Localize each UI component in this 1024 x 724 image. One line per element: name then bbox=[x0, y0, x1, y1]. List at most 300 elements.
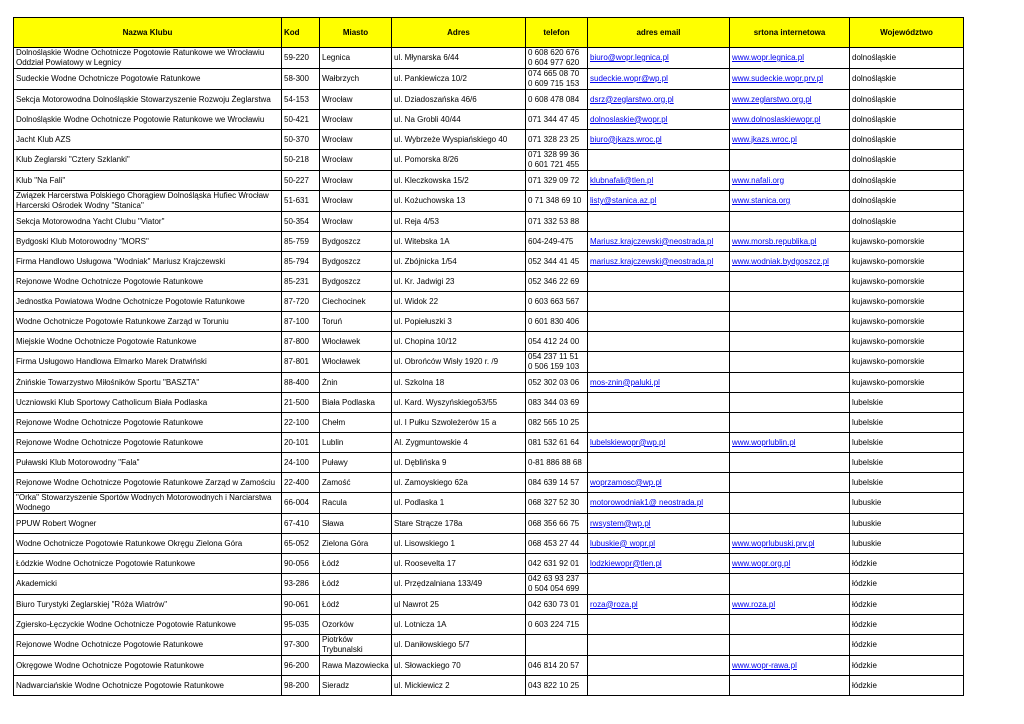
postal-code-cell: 90-061 bbox=[282, 595, 320, 615]
website-link[interactable]: www.sudeckie.wopr.prv.pl bbox=[732, 74, 823, 83]
website-link[interactable]: www.stanica.org bbox=[732, 196, 791, 205]
club-name-cell: Wodne Ochotnicze Pogotowie Ratunkowe Okręgu Zielona Góra bbox=[14, 534, 282, 554]
header-wojewodztwo: Województwo bbox=[850, 18, 964, 48]
email-cell bbox=[588, 433, 730, 453]
club-name-cell: Wodne Ochotnicze Pogotowie Ratunkowe Zarząd w Toruniu bbox=[14, 312, 282, 332]
website-cell bbox=[730, 676, 850, 696]
phone-cell bbox=[526, 595, 588, 615]
email-link[interactable]: woprzamosc@wp.pl bbox=[590, 477, 662, 487]
address-cell: Al. Zygmuntowskie 4 bbox=[392, 433, 526, 453]
table-row bbox=[14, 676, 964, 696]
city-cell: Łódź bbox=[320, 554, 392, 574]
website-cell bbox=[730, 272, 850, 292]
city-cell: Żnin bbox=[320, 373, 392, 393]
address-cell: ul. Zamoyskiego 62a bbox=[392, 473, 526, 493]
region-cell: kujawsko-pomorskie bbox=[850, 332, 964, 352]
website-cell bbox=[730, 191, 850, 212]
phone-text: 052 346 22 69 bbox=[528, 276, 580, 286]
postal-code-cell: 98-200 bbox=[282, 676, 320, 696]
header-telefon: telefon bbox=[526, 18, 588, 48]
website-link[interactable]: www.wopr.org.pl bbox=[732, 558, 791, 568]
club-name-cell: Klub Żeglarski "Cztery Szklanki" bbox=[14, 150, 282, 171]
address-cell: ul. Widok 22 bbox=[392, 292, 526, 312]
address-cell: ul. Słowackiego 70 bbox=[392, 656, 526, 676]
table-row bbox=[14, 473, 964, 493]
email-cell bbox=[588, 232, 730, 252]
website-cell bbox=[730, 69, 850, 90]
region-cell: kujawsko-pomorskie bbox=[850, 272, 964, 292]
website-cell bbox=[730, 150, 850, 171]
email-cell bbox=[588, 635, 730, 656]
address-cell: ul. Obrońców Wisły 1920 r. /9 bbox=[392, 352, 526, 373]
club-name-cell: Puławski Klub Motorowodny "Fala" bbox=[14, 453, 282, 473]
phone-cell bbox=[526, 110, 588, 130]
table-row bbox=[14, 252, 964, 272]
email-cell bbox=[588, 413, 730, 433]
club-name-cell: Związek Harcerstwa Polskiego Chorągiew Dolnośląska Hufiec Wrocław Harcerski Ośrodek Wodny "Stanica" bbox=[14, 191, 282, 212]
postal-code-cell: 20-101 bbox=[282, 433, 320, 453]
phone-cell bbox=[526, 252, 588, 272]
website-cell bbox=[730, 332, 850, 352]
phone-text: 054 412 24 00 bbox=[528, 336, 580, 346]
header-adres-email: adres email bbox=[588, 18, 730, 48]
address-cell: ul. Na Grobli 40/44 bbox=[392, 110, 526, 130]
club-name-cell: Biuro Turystyki Żeglarskiej "Róża Wiatrów" bbox=[14, 595, 282, 615]
region-cell: lubelskie bbox=[850, 473, 964, 493]
postal-code-cell: 65-052 bbox=[282, 534, 320, 554]
club-name-cell: Jednostka Powiatowa Wodne Ochotnicze Pogotowie Ratunkowe bbox=[14, 292, 282, 312]
table-row bbox=[14, 554, 964, 574]
phone-cell bbox=[526, 150, 588, 171]
table-row bbox=[14, 171, 964, 191]
region-cell: dolnośląskie bbox=[850, 212, 964, 232]
city-cell: Włocławek bbox=[320, 352, 392, 373]
email-cell bbox=[588, 554, 730, 574]
phone-cell bbox=[526, 90, 588, 110]
phone-cell bbox=[526, 534, 588, 554]
city-cell: Puławy bbox=[320, 453, 392, 473]
postal-code-cell: 54-153 bbox=[282, 90, 320, 110]
phone-text: 0 608 620 676 0 604 977 620 bbox=[528, 48, 580, 67]
website-link[interactable]: www.wopr-rawa.pl bbox=[732, 660, 797, 670]
region-cell: łódzkie bbox=[850, 574, 964, 595]
email-cell bbox=[588, 393, 730, 413]
email-cell bbox=[588, 574, 730, 595]
club-name-cell: Jacht Klub AZS bbox=[14, 130, 282, 150]
table-row bbox=[14, 69, 964, 90]
address-cell: ul. Przędzalniana 133/49 bbox=[392, 574, 526, 595]
table-row bbox=[14, 433, 964, 453]
club-name-cell: Rejonowe Wodne Ochotnicze Pogotowie Ratunkowe bbox=[14, 272, 282, 292]
region-cell: kujawsko-pomorskie bbox=[850, 352, 964, 373]
email-link[interactable]: motorowodniak1@ neostrada.pl bbox=[590, 498, 704, 507]
table-row bbox=[14, 656, 964, 676]
table-row bbox=[14, 393, 964, 413]
website-cell bbox=[730, 514, 850, 534]
address-cell: ul. Młynarska 6/44 bbox=[392, 48, 526, 69]
city-cell: Rawa Mazowiecka bbox=[320, 656, 392, 676]
website-cell bbox=[730, 312, 850, 332]
address-cell: ul. Pomorska 8/26 bbox=[392, 150, 526, 171]
postal-code-cell: 85-794 bbox=[282, 252, 320, 272]
address-cell: ul. Dęblińska 9 bbox=[392, 453, 526, 473]
email-link[interactable]: dolnoslaskie@wopr.pl bbox=[590, 114, 668, 124]
city-cell: Wrocław bbox=[320, 191, 392, 212]
address-cell: ul. Dziadoszańska 46/6 bbox=[392, 90, 526, 110]
table-row bbox=[14, 595, 964, 615]
phone-text: 042 630 73 01 bbox=[528, 599, 580, 609]
phone-cell bbox=[526, 272, 588, 292]
postal-code-cell: 51-631 bbox=[282, 191, 320, 212]
phone-text: 071 328 99 36 0 601 721 455 bbox=[528, 150, 580, 169]
table-row bbox=[14, 232, 964, 252]
email-cell bbox=[588, 453, 730, 473]
region-cell: lubuskie bbox=[850, 493, 964, 514]
website-link[interactable]: www.morsb.republika.pl bbox=[732, 236, 817, 246]
website-cell bbox=[730, 252, 850, 272]
phone-cell bbox=[526, 332, 588, 352]
club-name-cell: Żnińskie Towarzystwo Miłośników Sportu "BASZTA" bbox=[14, 373, 282, 393]
website-cell bbox=[730, 473, 850, 493]
city-cell: Bydgoszcz bbox=[320, 252, 392, 272]
club-name-cell: Uczniowski Klub Sportowy Catholicum Biała Podlaska bbox=[14, 393, 282, 413]
postal-code-cell: 50-421 bbox=[282, 110, 320, 130]
region-cell: kujawsko-pomorskie bbox=[850, 252, 964, 272]
phone-cell bbox=[526, 130, 588, 150]
email-link[interactable]: lodzkiewopr@tlen.pl bbox=[590, 558, 662, 568]
email-link[interactable]: listy@stanica.az.pl bbox=[590, 196, 657, 205]
postal-code-cell: 22-400 bbox=[282, 473, 320, 493]
phone-text: 052 344 41 45 bbox=[528, 256, 580, 266]
email-link[interactable]: rwsystem@wp.pl bbox=[590, 518, 651, 528]
email-link[interactable]: Mariusz.krajczewski@neostrada.pl bbox=[590, 236, 714, 246]
email-link[interactable]: biuro@jkazs.wroc.pl bbox=[590, 134, 662, 144]
address-cell: ul. Podlaska 1 bbox=[392, 493, 526, 514]
region-cell: kujawsko-pomorskie bbox=[850, 373, 964, 393]
table-row bbox=[14, 90, 964, 110]
phone-text: 042 631 92 01 bbox=[528, 558, 580, 568]
phone-text: 071 332 53 88 bbox=[528, 216, 580, 226]
region-cell: łódzkie bbox=[850, 676, 964, 696]
email-link[interactable]: dsrz@zeglarstwo.org.pl bbox=[590, 94, 674, 104]
city-cell: Zielona Góra bbox=[320, 534, 392, 554]
postal-code-cell: 58-300 bbox=[282, 69, 320, 90]
phone-cell bbox=[526, 171, 588, 191]
email-cell bbox=[588, 90, 730, 110]
table-row bbox=[14, 312, 964, 332]
phone-cell bbox=[526, 292, 588, 312]
postal-code-cell: 85-759 bbox=[282, 232, 320, 252]
region-cell: lubuskie bbox=[850, 514, 964, 534]
region-cell: łódzkie bbox=[850, 595, 964, 615]
email-cell bbox=[588, 676, 730, 696]
postal-code-cell: 90-056 bbox=[282, 554, 320, 574]
region-cell: lubelskie bbox=[850, 413, 964, 433]
city-cell: Wałbrzych bbox=[320, 69, 392, 90]
address-cell: ul. Kr. Jadwigi 23 bbox=[392, 272, 526, 292]
website-link[interactable]: www.nafali.org bbox=[732, 175, 785, 185]
website-link[interactable]: www.jkazs.wroc.pl bbox=[732, 134, 797, 144]
website-cell bbox=[730, 130, 850, 150]
club-name-cell: Sekcja Motorowodna Dolnośląskie Stowarzyszenie Rozwoju Żeglarstwa bbox=[14, 90, 282, 110]
table-row bbox=[14, 493, 964, 514]
phone-cell bbox=[526, 373, 588, 393]
phone-cell bbox=[526, 69, 588, 90]
city-cell: Włocławek bbox=[320, 332, 392, 352]
email-cell bbox=[588, 48, 730, 69]
website-cell bbox=[730, 656, 850, 676]
email-cell bbox=[588, 252, 730, 272]
club-name-cell: Bydgoski Klub Motorowodny "MORS" bbox=[14, 232, 282, 252]
table-row bbox=[14, 332, 964, 352]
email-cell bbox=[588, 473, 730, 493]
postal-code-cell: 21-500 bbox=[282, 393, 320, 413]
city-cell: Bydgoszcz bbox=[320, 232, 392, 252]
table-row bbox=[14, 212, 964, 232]
city-cell: Racula bbox=[320, 493, 392, 514]
website-cell bbox=[730, 615, 850, 635]
header-miasto: Miasto bbox=[320, 18, 392, 48]
phone-text: 043 822 10 25 bbox=[528, 680, 580, 690]
email-cell bbox=[588, 292, 730, 312]
city-cell: Łódź bbox=[320, 574, 392, 595]
postal-code-cell: 59-220 bbox=[282, 48, 320, 69]
postal-code-cell: 87-800 bbox=[282, 332, 320, 352]
email-link[interactable]: mos-znin@paluki.pl bbox=[590, 377, 660, 387]
city-cell: Piotrków Trybunalski bbox=[320, 635, 392, 656]
website-cell bbox=[730, 493, 850, 514]
address-cell: ul. Wybrzeże Wyspiańskiego 40 bbox=[392, 130, 526, 150]
website-cell bbox=[730, 232, 850, 252]
phone-cell bbox=[526, 232, 588, 252]
phone-text: 042 63 93 237 0 504 054 699 bbox=[528, 574, 580, 593]
postal-code-cell: 97-300 bbox=[282, 635, 320, 656]
club-name-cell: Zgiersko-Łęczyckie Wodne Ochotnicze Pogotowie Ratunkowe bbox=[14, 615, 282, 635]
website-cell bbox=[730, 413, 850, 433]
email-cell bbox=[588, 110, 730, 130]
table-row bbox=[14, 352, 964, 373]
city-cell: Wrocław bbox=[320, 90, 392, 110]
email-cell bbox=[588, 130, 730, 150]
phone-text: 0 601 830 406 bbox=[528, 316, 580, 326]
club-name-cell: Rejonowe Wodne Ochotnicze Pogotowie Ratunkowe Zarząd w Zamościu bbox=[14, 473, 282, 493]
club-name-cell: Dolnośląskie Wodne Ochotnicze Pogotowie Ratunkowe we Wrocławiu Oddział Powiatowy w Legnicy bbox=[14, 48, 282, 69]
region-cell: łódzkie bbox=[850, 615, 964, 635]
club-name-cell: Firma Usługowo Handlowa Elmarko Marek Dratwiński bbox=[14, 352, 282, 373]
email-cell bbox=[588, 191, 730, 212]
region-cell: łódzkie bbox=[850, 635, 964, 656]
postal-code-cell: 50-218 bbox=[282, 150, 320, 171]
phone-cell bbox=[526, 433, 588, 453]
phone-cell bbox=[526, 473, 588, 493]
phone-cell bbox=[526, 676, 588, 696]
region-cell: łódzkie bbox=[850, 656, 964, 676]
address-cell: ul. Lisowskiego 1 bbox=[392, 534, 526, 554]
club-name-cell: Klub "Na Fali" bbox=[14, 171, 282, 191]
region-cell: łódzkie bbox=[850, 554, 964, 574]
region-cell: dolnośląskie bbox=[850, 150, 964, 171]
postal-code-cell: 88-400 bbox=[282, 373, 320, 393]
phone-cell bbox=[526, 453, 588, 473]
phone-text: 082 565 10 25 bbox=[528, 417, 580, 427]
phone-text: 083 344 03 69 bbox=[528, 397, 580, 407]
phone-cell bbox=[526, 656, 588, 676]
header-kod: Kod bbox=[282, 18, 320, 48]
table-row bbox=[14, 150, 964, 171]
email-link[interactable]: lubelskiewopr@wp.pl bbox=[590, 437, 666, 447]
website-cell bbox=[730, 635, 850, 656]
city-cell: Zamość bbox=[320, 473, 392, 493]
website-cell bbox=[730, 212, 850, 232]
website-link[interactable]: www.dolnoslaskiewopr.pl bbox=[732, 114, 821, 124]
website-cell bbox=[730, 373, 850, 393]
phone-text: 068 327 52 30 bbox=[528, 498, 580, 507]
phone-cell bbox=[526, 554, 588, 574]
website-cell bbox=[730, 554, 850, 574]
website-cell bbox=[730, 595, 850, 615]
region-cell: lubelskie bbox=[850, 433, 964, 453]
city-cell: Chełm bbox=[320, 413, 392, 433]
table-row bbox=[14, 130, 964, 150]
phone-cell bbox=[526, 635, 588, 656]
postal-code-cell: 22-100 bbox=[282, 413, 320, 433]
table-row bbox=[14, 453, 964, 473]
region-cell: dolnośląskie bbox=[850, 48, 964, 69]
email-link[interactable]: biuro@wopr.legnica.pl bbox=[590, 53, 669, 62]
email-cell bbox=[588, 534, 730, 554]
phone-cell bbox=[526, 191, 588, 212]
email-cell bbox=[588, 150, 730, 171]
address-cell: ul. Kleczkowska 15/2 bbox=[392, 171, 526, 191]
table-row bbox=[14, 292, 964, 312]
address-cell: Stare Strącze 178a bbox=[392, 514, 526, 534]
postal-code-cell: 50-227 bbox=[282, 171, 320, 191]
phone-cell bbox=[526, 352, 588, 373]
region-cell: dolnośląskie bbox=[850, 171, 964, 191]
table-row bbox=[14, 514, 964, 534]
postal-code-cell: 87-100 bbox=[282, 312, 320, 332]
phone-text: 0 71 348 69 10 bbox=[528, 196, 582, 205]
region-cell: dolnośląskie bbox=[850, 130, 964, 150]
postal-code-cell: 66-004 bbox=[282, 493, 320, 514]
address-cell: ul. Kard. Wyszyńskiego53/55 bbox=[392, 393, 526, 413]
club-name-cell: Firma Handlowo Usługowa "Wodniak" Mariusz Krajczewski bbox=[14, 252, 282, 272]
postal-code-cell: 93-286 bbox=[282, 574, 320, 595]
address-cell: ul. Zbójnicka 1/54 bbox=[392, 252, 526, 272]
website-link[interactable]: www.zeglarstwo.org.pl bbox=[732, 94, 812, 104]
city-cell: Wrocław bbox=[320, 212, 392, 232]
phone-text: 604-249-475 bbox=[528, 236, 574, 246]
header-row bbox=[14, 18, 964, 48]
club-name-cell: Dolnośląskie Wodne Ochotnicze Pogotowie Ratunkowe we Wrocławiu bbox=[14, 110, 282, 130]
phone-cell bbox=[526, 312, 588, 332]
email-link[interactable]: roza@roza.pl bbox=[590, 599, 638, 609]
phone-text: 068 356 66 75 bbox=[528, 518, 580, 528]
phone-text: 071 329 09 72 bbox=[528, 175, 580, 185]
address-cell: ul. Witebska 1A bbox=[392, 232, 526, 252]
header-strona-internetowa: srtona internetowa bbox=[730, 18, 850, 48]
phone-text: 074 665 08 70 0 609 715 153 bbox=[528, 69, 580, 88]
email-link[interactable]: klubnafali@tlen.pl bbox=[590, 175, 654, 185]
city-cell: Sława bbox=[320, 514, 392, 534]
table-row bbox=[14, 110, 964, 130]
website-cell bbox=[730, 453, 850, 473]
table-row bbox=[14, 373, 964, 393]
email-cell bbox=[588, 352, 730, 373]
club-name-cell: Rejonowe Wodne Ochotnicze Pogotowie Ratunkowe bbox=[14, 433, 282, 453]
address-cell: ul. Szkolna 18 bbox=[392, 373, 526, 393]
club-name-cell: Sekcja Motorowodna Yacht Clubu "Viator" bbox=[14, 212, 282, 232]
address-cell: ul. Daniłowskiego 5/7 bbox=[392, 635, 526, 656]
region-cell: dolnośląskie bbox=[850, 110, 964, 130]
address-cell: ul. I Pułku Szwoleżerów 15 a bbox=[392, 413, 526, 433]
city-cell: Ozorków bbox=[320, 615, 392, 635]
phone-text: 0-81 886 88 68 bbox=[528, 457, 582, 467]
club-name-cell: Akademicki bbox=[14, 574, 282, 595]
website-link[interactable]: www.woprlubuski.prv.pl bbox=[732, 538, 815, 548]
city-cell: Wrocław bbox=[320, 110, 392, 130]
region-cell: kujawsko-pomorskie bbox=[850, 312, 964, 332]
clubs-table bbox=[13, 17, 964, 696]
postal-code-cell: 87-801 bbox=[282, 352, 320, 373]
city-cell: Sieradz bbox=[320, 676, 392, 696]
region-cell: dolnośląskie bbox=[850, 69, 964, 90]
email-link[interactable]: lubuskie@ wopr.pl bbox=[590, 538, 656, 548]
club-name-cell: "Orka" Stowarzyszenie Sportów Wodnych Motorowodnych i Narciarstwa Wodnego bbox=[14, 493, 282, 514]
postal-code-cell: 50-370 bbox=[282, 130, 320, 150]
email-cell bbox=[588, 493, 730, 514]
website-cell bbox=[730, 90, 850, 110]
phone-text: 046 814 20 57 bbox=[528, 660, 580, 670]
email-link[interactable]: mariusz.krajczewski@neostrada.pl bbox=[590, 256, 714, 266]
club-name-cell: PPUW Robert Wogner bbox=[14, 514, 282, 534]
city-cell: Ciechocinek bbox=[320, 292, 392, 312]
website-link[interactable]: www.roza.pl bbox=[732, 599, 776, 609]
postal-code-cell: 50-354 bbox=[282, 212, 320, 232]
phone-cell bbox=[526, 48, 588, 69]
region-cell: kujawsko-pomorskie bbox=[850, 292, 964, 312]
address-cell: ul. Lotnicza 1A bbox=[392, 615, 526, 635]
table-row bbox=[14, 574, 964, 595]
phone-text: 071 344 47 45 bbox=[528, 114, 580, 124]
phone-text: 081 532 61 64 bbox=[528, 437, 580, 447]
region-cell: lubelskie bbox=[850, 453, 964, 473]
email-cell bbox=[588, 272, 730, 292]
region-cell: lubuskie bbox=[850, 534, 964, 554]
website-cell bbox=[730, 393, 850, 413]
website-link[interactable]: www.wopr.legnica.pl bbox=[732, 53, 805, 62]
table-row bbox=[14, 413, 964, 433]
email-cell bbox=[588, 332, 730, 352]
email-cell bbox=[588, 514, 730, 534]
email-cell bbox=[588, 615, 730, 635]
header-adres: Adres bbox=[392, 18, 526, 48]
website-link[interactable]: www.woprlublin.pl bbox=[732, 437, 796, 447]
phone-cell bbox=[526, 615, 588, 635]
website-link[interactable]: www.wodniak.bydgoszcz.pl bbox=[732, 256, 829, 266]
email-cell bbox=[588, 171, 730, 191]
email-cell bbox=[588, 595, 730, 615]
website-cell bbox=[730, 292, 850, 312]
phone-text: 052 302 03 06 bbox=[528, 377, 580, 387]
website-cell bbox=[730, 433, 850, 453]
header-nazwa-klubu: Nazwa Klubu bbox=[14, 18, 282, 48]
address-cell: ul. Popiełuszki 3 bbox=[392, 312, 526, 332]
postal-code-cell: 67-410 bbox=[282, 514, 320, 534]
table-row bbox=[14, 635, 964, 656]
region-cell: kujawsko-pomorskie bbox=[850, 232, 964, 252]
email-link[interactable]: sudeckie.wopr@wp.pl bbox=[590, 74, 668, 83]
